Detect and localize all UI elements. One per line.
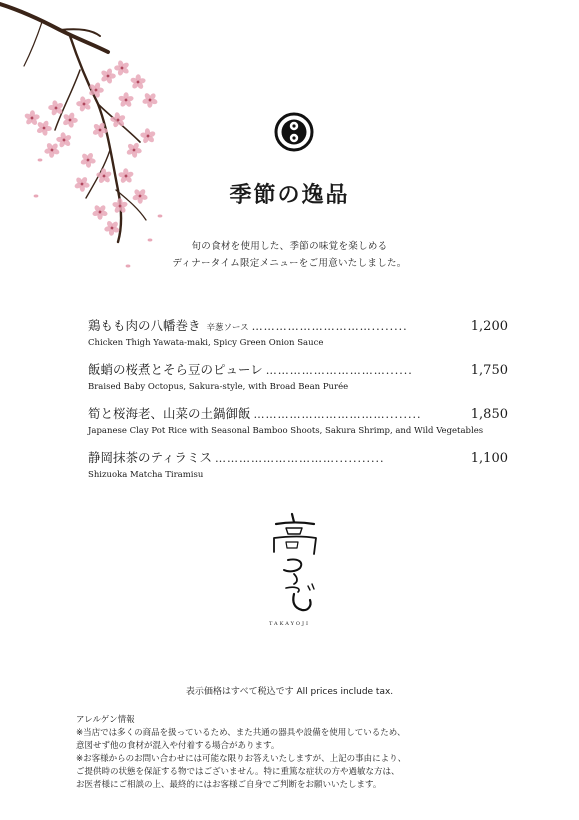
dot-leader: ……………………………........ bbox=[253, 408, 422, 421]
menu-item bbox=[88, 316, 508, 360]
brand-name: TAKAYOJI bbox=[269, 621, 310, 627]
item-note-ja: 辛葱ソース bbox=[206, 323, 249, 333]
intro-line: ディナータイム限定メニューをご用意いたしました。 bbox=[172, 258, 407, 269]
item-name-ja: 鶏もも肉の八幡巻き bbox=[88, 318, 201, 333]
item-price: 1,100 bbox=[470, 451, 508, 466]
allergen-line: ※当店では多くの商品を扱っているため、また共通の器具や設備を使用しているため、 bbox=[76, 728, 406, 738]
intro-line: 旬の食材を使用した、季節の味覚を楽しめる bbox=[191, 241, 388, 252]
menu-item bbox=[88, 360, 508, 404]
item-name-ja: 筍と桜海老、山菜の土鍋御飯 bbox=[88, 406, 251, 421]
page-title: 季節の逸品 bbox=[229, 182, 350, 208]
item-name-en: Shizuoka Matcha Tiramisu bbox=[88, 470, 204, 480]
family-crest-icon bbox=[274, 112, 314, 152]
item-name-en: Chicken Thigh Yawata-maki, Spicy Green Onion Sauce bbox=[88, 338, 324, 348]
dot-leader: …………………………...... bbox=[265, 364, 413, 377]
dot-leader: …………………………........ bbox=[251, 320, 408, 333]
menu-item bbox=[88, 404, 508, 448]
item-name-en: Braised Baby Octopus, Sakura-style, with Broad Bean Purée bbox=[88, 382, 349, 392]
intro-text bbox=[0, 238, 579, 272]
item-price: 1,750 bbox=[470, 363, 508, 378]
allergen-line: お医者様にご相談の上、最終的にはお客様ご自身でご判断をお願いいたします。 bbox=[76, 780, 382, 790]
allergen-line: ご提供時の状態を保証する物ではございません。特に重篤な症状の方や過敏な方は、 bbox=[76, 767, 400, 777]
tax-note: 表示価格はすべて税込です All prices include tax. bbox=[185, 687, 394, 697]
item-name-en: Japanese Clay Pot Rice with Seasonal Bamboo Shoots, Sakura Shrimp, and Wild Vegetables bbox=[88, 426, 484, 436]
item-price: 1,850 bbox=[470, 407, 508, 422]
allergen-info bbox=[76, 714, 546, 792]
dot-leader: …………………………........... bbox=[215, 452, 385, 465]
menu-list bbox=[88, 316, 508, 492]
item-name-ja: 飯蛸の桜煮とそら豆のピューレ bbox=[88, 362, 263, 377]
item-name-ja: 静岡抹茶のティラミス bbox=[88, 450, 213, 465]
menu-item bbox=[88, 448, 508, 492]
takayoji-logo-icon bbox=[264, 512, 324, 614]
item-price: 1,200 bbox=[470, 319, 508, 334]
allergen-title: アレルゲン情報 bbox=[76, 715, 135, 725]
allergen-line: ※お客様からのお問い合わせには可能な限りお答えいたしますが、上記の事由により、 bbox=[76, 754, 407, 764]
allergen-line: 意図せず他の食材が混入や付着する場合があります。 bbox=[76, 741, 280, 751]
